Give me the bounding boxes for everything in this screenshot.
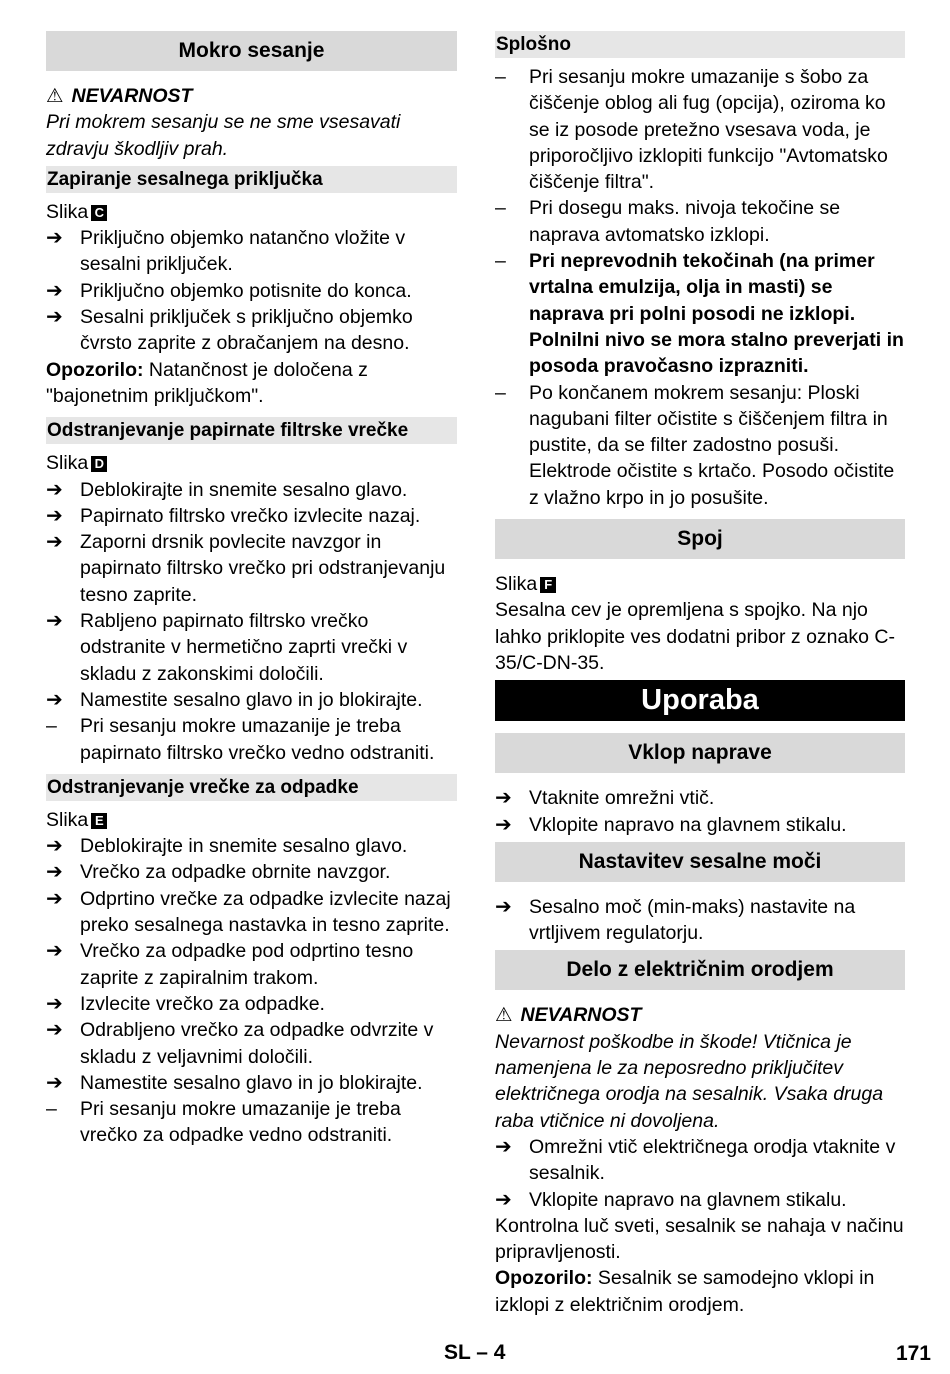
dash-marker: – (46, 1098, 57, 1121)
arrow-right-icon: ➔ (46, 610, 63, 633)
heading-spoj: Spoj (495, 519, 905, 559)
arrow-right-icon: ➔ (46, 504, 63, 527)
dash-item: – Pri sesanju mokre umazanije je treba papirnato filtrsko vrečko vedno odstraniti. (46, 713, 457, 766)
step-item: ➔ Deblokirajte in snemite sesalno glavo. (46, 477, 457, 503)
step-item: ➔ Deblokirajte in snemite sesalno glavo. (46, 833, 457, 859)
dash-item: – Pri neprevodnih tekočinah (na primer vrtalna emulzija, olja in masti) se naprava pri polni posodi ne izklopi. Polnilni nivo se mora stalno preverjati in posoda pravočasno izprazniti. (495, 248, 905, 379)
arrow-right-icon: ➔ (46, 531, 63, 554)
figure-reference: Slika C (46, 199, 457, 225)
danger-notice-text: Nevarnost poškodbe in škode! Vtičnica je namenjena le za neposredno priključitev električnega orodja na sesalnik. Vsaka druga raba vtičnice ni dovoljena. (495, 1030, 884, 1132)
heading-nastavitev: Nastavitev sesalne moči (495, 842, 905, 882)
arrow-right-icon: ➔ (46, 1019, 63, 1042)
figure-reference: Slika F (495, 571, 905, 597)
heading-papirnata: Odstranjevanje papirnate filtrske vrečke (46, 417, 457, 444)
step-item: ➔ Sesalno moč (min-maks) nastavite na vrtljivem regulatorju. (495, 894, 905, 947)
step-item: ➔ Namestite sesalno glavo in jo blokirajte. (46, 1070, 457, 1096)
arrow-right-icon: ➔ (46, 887, 63, 910)
figure-reference: Slika E (46, 807, 457, 833)
step-item: ➔ Papirnato filtrsko vrečko izvlecite nazaj. (46, 503, 457, 529)
step-item: ➔ Rabljeno papirnato filtrsko vrečko odstranite v hermetično zaprti vrečki v skladu z zakonskimi določili. (46, 608, 457, 687)
dash-marker: – (495, 250, 506, 273)
dash-marker: – (495, 197, 506, 220)
step-item: ➔ Odrabljeno vrečko za odpadke odvrzite v skladu z veljavnimi določili. (46, 1017, 457, 1070)
arrow-right-icon: ➔ (495, 813, 512, 836)
dash-marker: – (495, 381, 506, 404)
dash-item: – Pri sesanju mokre umazanije je treba vrečko za odpadke vedno odstraniti. (46, 1096, 457, 1149)
figure-reference: Slika D (46, 450, 457, 476)
heading-vklop: Vklop naprave (495, 733, 905, 773)
arrow-right-icon: ➔ (46, 688, 63, 711)
arrow-right-icon: ➔ (46, 835, 63, 858)
figure-letter-badge: D (91, 456, 107, 472)
heading-splosno: Splošno (495, 31, 905, 58)
step-item: ➔ Vklopite napravo na glavnem stikalu. (495, 812, 905, 838)
step-item: ➔ Priključno objemko potisnite do konca. (46, 278, 457, 304)
step-item: ➔ Priključno objemko natančno vložite v sesalni priključek. (46, 225, 457, 278)
chapter-heading-uporaba: Uporaba (495, 680, 905, 721)
step-item: ➔ Vklopite napravo na glavnem stikalu. (495, 1187, 905, 1213)
dash-marker: – (495, 66, 506, 88)
dash-item: – Pri sesanju mokre umazanije s šobo za čiščenje oblog ali fug (opcija), oziroma ko se iz posode pretežno vsesava voda, je priporočljivo izklopiti funkcijo "Avtomatsko čiščenje filtra". (495, 64, 905, 195)
arrow-right-icon: ➔ (495, 1135, 512, 1158)
arrow-right-icon: ➔ (46, 279, 63, 302)
figure-letter-badge: C (91, 205, 107, 221)
danger-notice-title: ⚠ NEVARNOST (495, 1004, 642, 1027)
figure-letter-badge: E (91, 813, 107, 829)
step-item: ➔ Vrečko za odpadke pod odprtino tesno zaprite z zapiralnim trakom. (46, 938, 457, 991)
arrow-right-icon: ➔ (495, 787, 512, 810)
arrow-right-icon: ➔ (46, 992, 63, 1015)
step-item: ➔ Vrečko za odpadke obrnite navzgor. (46, 859, 457, 885)
arrow-right-icon: ➔ (46, 861, 63, 884)
step-item: ➔ Vtaknite omrežni vtič. (495, 785, 905, 811)
spoj-paragraph: Sesalna cev je opremljena s spojko. Na njo lahko priklopite ves dodatni pribor z oznako C-35/C-DN-35. (495, 599, 895, 674)
status-paragraph: Kontrolna luč sveti, sesalnik se nahaja v načinu pripravljenosti. (495, 1214, 904, 1264)
footer-language-code: SL – 4 (444, 1341, 506, 1364)
left-column (46, 31, 457, 1149)
arrow-right-icon: ➔ (46, 1071, 63, 1094)
heading-mokro-sesanje: Mokro sesanje (46, 31, 457, 71)
step-item: ➔ Namestite sesalno glavo in jo blokirajte. (46, 687, 457, 713)
page-number: 171 (895, 1342, 931, 1365)
step-item: ➔ Zaporni drsnik povlecite navzgor in papirnato filtrsko vrečko pri odstranjevanju tesno zaprite. (46, 529, 457, 608)
arrow-right-icon: ➔ (46, 227, 63, 250)
step-item: ➔ Izvlecite vrečko za odpadke. (46, 991, 457, 1017)
note-paragraph: Opozorilo: Natančnost je določena z "bajonetnim priključkom". (46, 358, 368, 407)
warning-triangle-icon: ⚠ (46, 85, 64, 107)
note-paragraph: Opozorilo: Sesalnik se samodejno vklopi in izklopi z električnim orodjem. (495, 1267, 875, 1316)
step-item: ➔ Sesalni priključek s priključno objemko čvrsto zaprite z obračanjem na desno. (46, 304, 457, 357)
dash-item: – Pri dosegu maks. nivoja tekočine se naprava avtomatsko izklopi. (495, 195, 905, 248)
arrow-right-icon: ➔ (495, 1188, 512, 1211)
dash-item: – Po končanem mokrem sesanju: Ploski nagubani filter očistite s čiščenjem filtra in pustite, da se filter zadostno posuši. Elektrode očistite s krtačo. Posodo očistite z vlažno krpo in jo posušite. (495, 380, 905, 511)
arrow-right-icon: ➔ (495, 895, 512, 918)
dash-marker: – (46, 715, 57, 738)
step-item: ➔ Odprtino vrečke za odpadke izvlecite nazaj preko sesalnega nastavka in tesno zaprite. (46, 886, 457, 939)
danger-notice-text: Pri mokrem sesanju se ne sme vsesavati zdravju škodljiv prah. (46, 111, 401, 160)
arrow-right-icon: ➔ (46, 306, 63, 329)
arrow-right-icon: ➔ (46, 478, 63, 501)
arrow-right-icon: ➔ (46, 940, 63, 963)
heading-zapiranje: Zapiranje sesalnega priključka (46, 166, 457, 193)
danger-notice-title: ⚠ NEVARNOST (46, 85, 193, 107)
step-item: ➔ Omrežni vtič električnega orodja vtaknite v sesalnik. (495, 1134, 905, 1187)
warning-triangle-icon: ⚠ (495, 1004, 513, 1027)
right-column (495, 31, 905, 1318)
heading-delo: Delo z električnim orodjem (495, 950, 905, 990)
figure-letter-badge: F (540, 577, 556, 593)
heading-odpadke: Odstranjevanje vrečke za odpadke (46, 774, 457, 801)
